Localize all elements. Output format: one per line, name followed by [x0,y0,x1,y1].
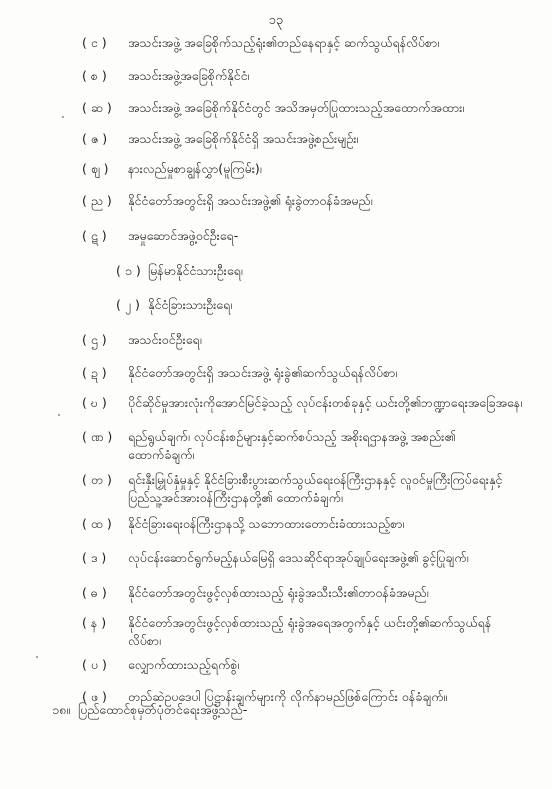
item-text [128,428,548,464]
item-marker: ( ဋ ) [82,228,107,243]
item-text-line: နိုင်ငံတော်အတွင်းဖွင့်လှစ်ထားသည့် ရုံးခွဲအသီးသီး၏တာဝန်ခံအမည်၊ [128,585,429,600]
item-text [128,549,469,567]
item-marker: ( ဏ ) [82,429,113,444]
item-text-line: ထောက်ခံချက်၊ [128,447,195,462]
item-marker: ( ထ ) [82,516,112,531]
item-marker: ( ဍ ) [82,365,107,380]
item-text [128,130,358,148]
item-text-line: နိုင်ငံခြားသားဦးရေ၊ [148,297,233,312]
item-text [128,364,397,382]
list-item [82,471,548,507]
list-item [82,160,262,178]
item-text-line: လိပ်စာ၊ [128,633,161,648]
list-item [82,130,358,148]
item-text-line: လျှောက်ထားသည့်ရက်စွဲ၊ [128,657,240,672]
item-text-line: ရည်ရွယ်ချက်၊ လုပ်ငန်းစဉ်များနှင့်ဆက်စပ်သည့် အစိုးရဌာနအဖွဲ့ အစည်း၏ [128,429,456,444]
item-text-line: တည်ဆဲဥပဒေပါ ပြဋ္ဌာန်းချက်များကို လိုက်နာမည်ဖြစ်ကြောင်း ဝန်ခံချက်။ [128,689,448,704]
item-marker: ( ဒ ) [82,550,107,565]
item-text [128,160,262,178]
item-marker: ( ဌ ) [82,332,107,347]
item-text-line: နိုင်ငံတော်အတွင်းရှိ အသင်းအဖွဲ့၏ ရုံးခွဲတာဝန်ခံအမည်၊ [128,193,373,208]
page-number: ၁၃ [268,13,284,28]
item-text [128,331,202,349]
item-marker: ( န ) [82,615,107,630]
item-text [128,192,373,210]
item-text-line: ပိုင်ဆိုင်မှုအားလုံးကိုအောင်မြင်ခဲ့သည့် လုပ်ငန်းတစ်ခုနှင့် ယင်းတို့၏ဘဏ္ဍာရေးအခြေအနေ၊ [128,395,523,410]
list-item [82,656,239,674]
item-marker: ( ည ) [82,193,112,208]
item-text-line: အသင်းအဖွဲ့အခြေစိုက်နိုင်ငံ၊ [128,68,250,83]
item-text-line: မြန်မာနိုင်ငံသားဦးရေ၊ [148,263,243,278]
item-text-line: အသင်းအဖွဲ့ အခြေစိုက်သည့်ရုံး၏တည်နေရာနှင့် ဆက်သွယ်ရန်လိပ်စာ၊ [128,35,440,50]
item-marker: ( ဈ ) [82,161,109,176]
item-marker: ( ဓ ) [82,585,107,600]
item-text [128,656,239,674]
list-item [82,428,548,464]
item-text-line: နိုင်ငံခြားရေးဝန်ကြီးဌာနသို့ သဘောထားတောင်းခံထားသည့်စာ၊ [128,516,405,531]
item-text [128,67,249,85]
item-text [128,584,429,602]
list-item [82,331,202,349]
item-text [128,227,238,245]
item-marker: ( ဇ ) [82,131,108,146]
list-item [82,394,522,412]
item-marker: ( ၁ ) [116,263,141,278]
scan-speck [62,116,64,118]
item-text-line: နားလည်မှုစာချွန်လွှာ(မူကြမ်း)၊ [128,161,262,176]
sub-list-item [116,296,232,314]
item-marker: ( ဆ ) [82,100,112,115]
item-text-line: ပြည်သူ့အင်အားဝန်ကြီးဌာနတို့၏ ထောက်ခံချက်၊ [128,490,343,505]
item-text [128,614,548,650]
item-text [148,262,243,280]
item-marker: ( ပ ) [82,657,107,672]
item-marker: ( ဖ ) [82,689,107,704]
list-item [82,227,238,245]
item-marker: ( စ ) [82,68,107,83]
list-item [82,584,429,602]
item-text [128,394,522,412]
list-item [82,34,439,52]
item-text-line: လုပ်ငန်းဆောင်ရွက်မည့်နယ်မြေရှိ ဒေသဆိုင်ရာအုပ်ချုပ်ရေးအဖွဲ့၏ ခွင့်ပြုချက်၊ [128,550,469,565]
item-text [128,34,439,52]
item-text-line: ရင်းနှီးမြှုပ်နှံမှုနှင့် နိုင်ငံခြားစီးပွားဆက်သွယ်ရေးဝန်ကြီးဌာနနှင့် လူဝင်မှုကြီးကြပ်ရေးနှင့် [128,472,503,487]
item-text [128,99,464,117]
list-item [82,364,397,382]
list-item [82,99,464,117]
item-text [128,515,404,533]
item-marker: ( င ) [82,35,107,50]
item-marker: ( ၂ ) [116,297,140,312]
item-marker: ( ဎ ) [82,395,107,410]
list-item [82,614,548,650]
list-item [82,549,469,567]
item-text [148,296,232,314]
item-text-line: အသင်းဝင်ဦးရေ၊ [128,332,202,347]
list-item [82,515,404,533]
item-text-line: အမှုဆောင်အဖွဲ့ဝင်ဦးရေ- [128,228,239,243]
section-text: ပြည်ထောင်စုမှတ်ပုံတင်ရေးအဖွဲ့သည်- [77,702,248,717]
scan-speck [58,414,60,416]
item-marker: ( တ ) [82,472,112,487]
item-text [128,471,548,507]
scan-speck [36,656,38,658]
list-item [82,67,249,85]
item-text-line: အသင်းအဖွဲ့ အခြေစိုက်နိုင်ငံရှိ အသင်းအဖွဲ့စည်းမျဉ်း၊ [128,131,359,146]
item-text-line: နိုင်ငံတော်အတွင်းဖွင့်လှစ်ထားသည့် ရုံးခွဲအရေအတွက်နှင့် ယင်းတို့၏ဆက်သွယ်ရန် [128,615,492,630]
section-heading [52,701,247,719]
sub-list-item [116,262,243,280]
list-item [82,192,373,210]
item-text-line: အသင်းအဖွဲ့ အခြေစိုက်နိုင်ငံတွင် အသိအမှတ်ပြုထားသည့်အထောက်အထား၊ [128,100,465,115]
item-text-line: နိုင်ငံတော်အတွင်းရှိ အသင်းအဖွဲ့ ရုံးခွဲ၏ဆက်သွယ်ရန်လိပ်စာ၊ [128,365,398,380]
section-number: ၁၈။ [52,702,70,717]
